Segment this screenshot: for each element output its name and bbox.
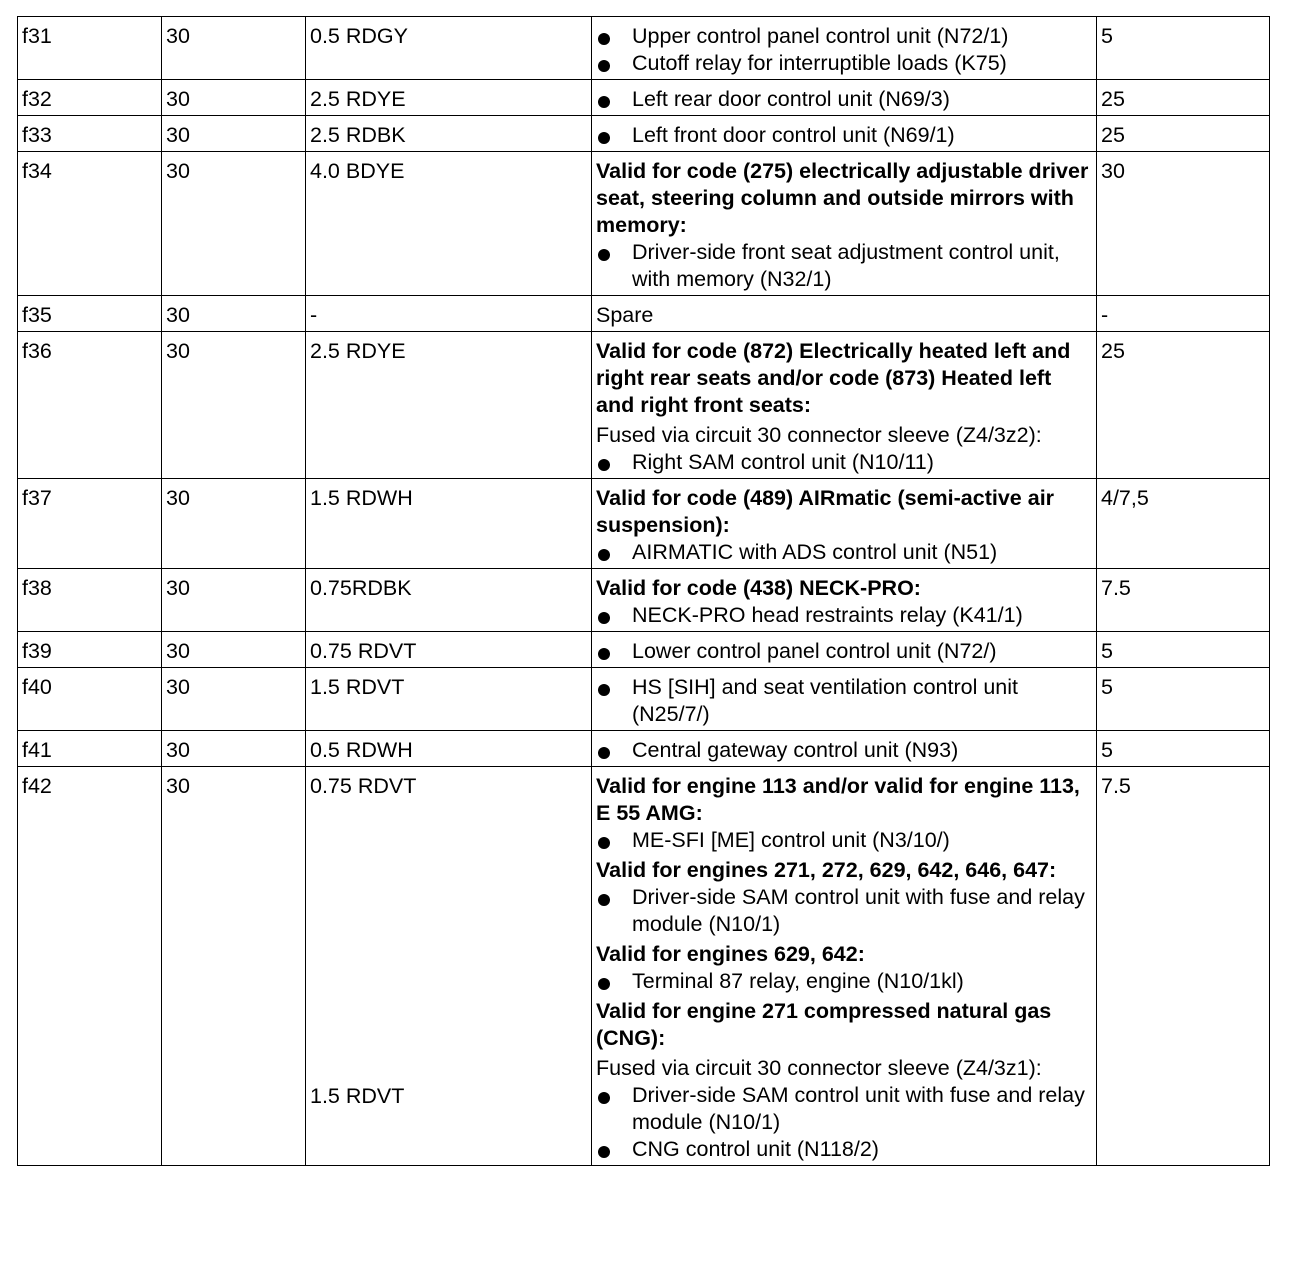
terminal-cell: 30 [162, 80, 306, 116]
consumer-cell [592, 80, 1097, 116]
consumer-bullet-item [596, 602, 1092, 629]
bullet-icon [596, 1082, 632, 1109]
consumer-bullet-item [596, 122, 1092, 149]
fuse-number-cell: f35 [18, 296, 162, 332]
validity-heading: Valid for engine 271 compressed natural gas (CNG): [596, 999, 1052, 1050]
terminal-cell: 30 [162, 296, 306, 332]
bullet-icon [596, 449, 632, 476]
wire-spec: 0.5 RDWH [310, 738, 413, 762]
validity-heading: Valid for engines 629, 642: [596, 942, 865, 966]
consumer-text: ME-SFI [ME] control unit (N3/10/) [632, 828, 950, 852]
table-row [18, 479, 1270, 569]
consumer-cell [592, 296, 1097, 332]
consumer-bullet-item [596, 737, 1092, 764]
consumer-bullet-item [596, 539, 1092, 566]
fuse-rating-cell: 7.5 [1097, 767, 1270, 1166]
fuse-rating-cell: 5 [1097, 668, 1270, 731]
consumer-cell [592, 767, 1097, 1166]
wire-spec: 0.75 RDVT [310, 774, 417, 798]
bullet-icon [596, 884, 632, 911]
terminal-cell: 30 [162, 152, 306, 296]
table-row [18, 767, 1270, 1166]
consumer-text: Terminal 87 relay, engine (N10/1kl) [632, 969, 964, 993]
consumer-text: Upper control panel control unit (N72/1) [632, 24, 1009, 48]
consumer-text: Right SAM control unit (N10/11) [632, 450, 934, 474]
consumer-note: Spare [596, 303, 654, 327]
fuse-rating-cell: 25 [1097, 80, 1270, 116]
consumer-text: Lower control panel control unit (N72/) [632, 639, 997, 663]
bullet-icon [596, 602, 632, 629]
bullet-icon [596, 827, 632, 854]
fuse-rating-cell: 5 [1097, 632, 1270, 668]
fuse-rating-cell: 30 [1097, 152, 1270, 296]
bullet-icon [596, 539, 632, 566]
consumer-text: Central gateway control unit (N93) [632, 738, 959, 762]
validity-heading: Valid for code (275) electrically adjustable driver seat, steering column and outside mirrors with memory: [596, 159, 1089, 237]
consumer-text: HS [SIH] and seat ventilation control unit (N25/7/) [632, 675, 1019, 726]
terminal-cell: 30 [162, 116, 306, 152]
wire-cell [306, 80, 592, 116]
wire-cell [306, 17, 592, 80]
wire-cell [306, 569, 592, 632]
consumer-text: Left rear door control unit (N69/3) [632, 87, 950, 111]
consumer-text: AIRMATIC with ADS control unit (N51) [632, 540, 998, 564]
validity-heading: Valid for code (489) AIRmatic (semi-active air suspension): [596, 486, 1055, 537]
validity-heading: Valid for engine 113 and/or valid for engine 113, E 55 AMG: [596, 774, 1080, 825]
wire-cell [306, 479, 592, 569]
wire-cell [306, 731, 592, 767]
consumer-cell [592, 569, 1097, 632]
wire-spec: 0.5 RDGY [310, 24, 408, 48]
terminal-cell: 30 [162, 767, 306, 1166]
wire-spec: - [310, 303, 318, 327]
table-row [18, 668, 1270, 731]
fuse-rating-cell: - [1097, 296, 1270, 332]
wire-spec: 2.5 RDYE [310, 339, 406, 363]
bullet-icon [596, 674, 632, 701]
bullet-icon [596, 638, 632, 665]
fuse-number-cell: f41 [18, 731, 162, 767]
terminal-cell: 30 [162, 479, 306, 569]
validity-heading: Valid for code (438) NECK-PRO: [596, 576, 921, 600]
table-row [18, 332, 1270, 479]
bullet-icon [596, 1136, 632, 1163]
terminal-cell: 30 [162, 668, 306, 731]
consumer-text: Driver-side front seat adjustment control unit, with memory (N32/1) [632, 240, 1060, 291]
fuse-rating-cell: 5 [1097, 731, 1270, 767]
fuse-rating-cell: 5 [1097, 17, 1270, 80]
consumer-note: Fused via circuit 30 connector sleeve (Z4/3z2): [596, 423, 1042, 447]
wire-cell [306, 152, 592, 296]
wire-cell [306, 332, 592, 479]
consumer-cell [592, 332, 1097, 479]
fuse-number-cell: f31 [18, 17, 162, 80]
wire-spec: 0.75 RDVT [310, 639, 417, 663]
wire-spec: 4.0 BDYE [310, 159, 405, 183]
consumer-note: Fused via circuit 30 connector sleeve (Z4/3z1): [596, 1056, 1042, 1080]
consumer-text: Driver-side SAM control unit with fuse and relay module (N10/1) [632, 1083, 1085, 1134]
wire-spec: 2.5 RDYE [310, 87, 406, 111]
fuse-table [17, 16, 1270, 1166]
table-row [18, 296, 1270, 332]
bullet-icon [596, 968, 632, 995]
consumer-text: Left front door control unit (N69/1) [632, 123, 955, 147]
wire-cell [306, 668, 592, 731]
fuse-number-cell: f34 [18, 152, 162, 296]
table-row [18, 632, 1270, 668]
fuse-number-cell: f40 [18, 668, 162, 731]
consumer-text: Cutoff relay for interruptible loads (K75) [632, 51, 1007, 75]
fuse-number-cell: f42 [18, 767, 162, 1166]
consumer-cell [592, 116, 1097, 152]
consumer-bullet-item [596, 968, 1092, 995]
table-row [18, 152, 1270, 296]
table-row [18, 569, 1270, 632]
consumer-bullet-item [596, 884, 1092, 938]
consumer-cell [592, 152, 1097, 296]
consumer-bullet-item [596, 86, 1092, 113]
fuse-number-cell: f37 [18, 479, 162, 569]
validity-heading: Valid for code (872) Electrically heated left and right rear seats and/or code (873) Heated left and right front seats: [596, 339, 1071, 417]
fuse-number-cell: f39 [18, 632, 162, 668]
consumer-cell [592, 668, 1097, 731]
table-row [18, 116, 1270, 152]
table-row [18, 80, 1270, 116]
bullet-icon [596, 122, 632, 149]
fuse-rating-cell: 4/7,5 [1097, 479, 1270, 569]
consumer-cell [592, 479, 1097, 569]
consumer-cell [592, 17, 1097, 80]
consumer-cell [592, 632, 1097, 668]
consumer-bullet-item [596, 827, 1092, 854]
terminal-cell: 30 [162, 569, 306, 632]
terminal-cell: 30 [162, 332, 306, 479]
terminal-cell: 30 [162, 632, 306, 668]
fuse-rating-cell: 7.5 [1097, 569, 1270, 632]
fuse-number-cell: f38 [18, 569, 162, 632]
terminal-cell: 30 [162, 17, 306, 80]
consumer-bullet-item [596, 1082, 1092, 1136]
consumer-bullet-item [596, 50, 1092, 77]
fuse-number-cell: f32 [18, 80, 162, 116]
bullet-icon [596, 23, 632, 50]
validity-heading: Valid for engines 271, 272, 629, 642, 646, 647: [596, 858, 1057, 882]
consumer-bullet-item [596, 239, 1092, 293]
bullet-icon [596, 50, 632, 77]
terminal-cell: 30 [162, 731, 306, 767]
consumer-bullet-item [596, 23, 1092, 50]
bullet-icon [596, 737, 632, 764]
fuse-rating-cell: 25 [1097, 116, 1270, 152]
fuse-number-cell: f33 [18, 116, 162, 152]
consumer-bullet-item [596, 449, 1092, 476]
consumer-text: NECK-PRO head restraints relay (K41/1) [632, 603, 1023, 627]
consumer-bullet-item [596, 674, 1092, 728]
consumer-text: Driver-side SAM control unit with fuse and relay module (N10/1) [632, 885, 1085, 936]
wire-spec: 0.75RDBK [310, 576, 412, 600]
wire-spec: 2.5 RDBK [310, 123, 406, 147]
table-row [18, 17, 1270, 80]
consumer-cell [592, 731, 1097, 767]
wire-cell [306, 632, 592, 668]
fuse-rating-cell: 25 [1097, 332, 1270, 479]
fuse-table-body [18, 17, 1270, 1166]
fuse-number-cell: f36 [18, 332, 162, 479]
consumer-text: CNG control unit (N118/2) [632, 1137, 879, 1161]
wire-spec: 1.5 RDWH [310, 486, 413, 510]
bullet-icon [596, 86, 632, 113]
consumer-bullet-item [596, 638, 1092, 665]
wire-spec: 1.5 RDVT [310, 1083, 405, 1108]
bullet-icon [596, 239, 632, 266]
consumer-bullet-item [596, 1136, 1092, 1163]
table-row [18, 731, 1270, 767]
wire-cell [306, 116, 592, 152]
wire-cell [306, 767, 592, 1166]
wire-spec: 1.5 RDVT [310, 675, 405, 699]
wire-cell [306, 296, 592, 332]
